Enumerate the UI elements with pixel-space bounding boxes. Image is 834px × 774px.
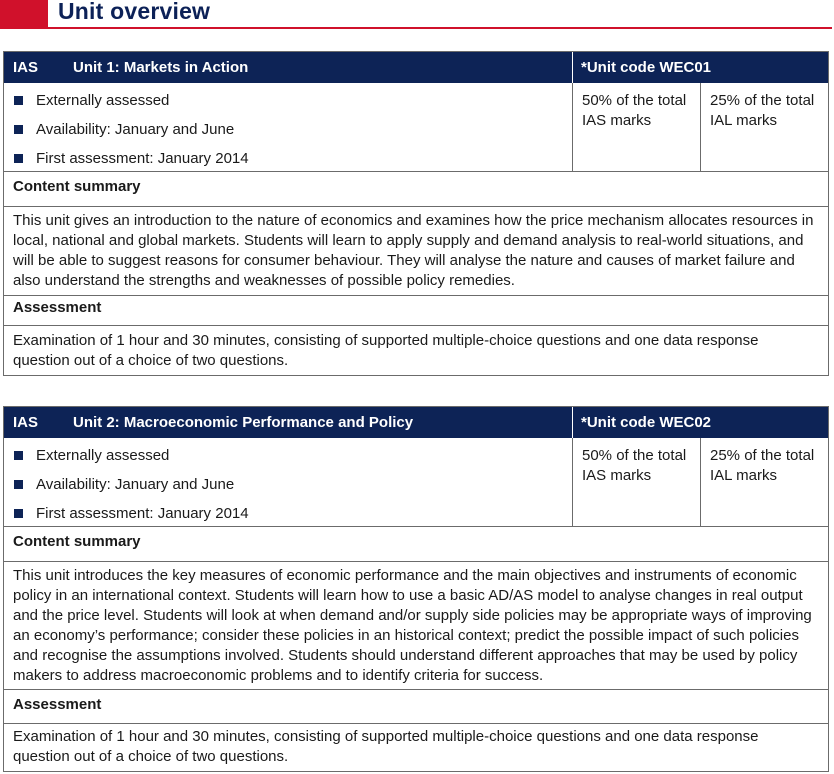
unit-header (4, 52, 828, 83)
square-bullet-icon (14, 480, 23, 489)
unit-info-row (4, 83, 828, 172)
unit-1-table (3, 51, 829, 376)
header-divider (572, 52, 573, 83)
unit-level: IAS (13, 414, 39, 431)
column-divider (572, 83, 573, 171)
content-summary-text: This unit introduces the key measures of economic performance and the main objectives and instruments of economic policy in an international context. Students will learn how to use a basic AD/AS model to analyse changes in real output and the price level. Students will look at when demand and/or supply side policies may be appropriate ways of improving an economy’s performance; consider these policies in an historical context; predict the possible impact of such policies and recognise the assumptions involved. Students should understand different approaches that may be used by policy makers to address macroeconomic problems and to identify criteria for success. (4, 566, 828, 690)
title-accent-block (0, 0, 48, 27)
column-divider (700, 438, 701, 526)
assessment-text: Examination of 1 hour and 30 minutes, consisting of supported multiple-choice questions and one data response question out of a choice of two questions. (13, 728, 759, 765)
unit-code: *Unit code WEC01 (581, 59, 712, 76)
ias-marks-percentage: 50% of the total IAS marks (582, 447, 687, 484)
assessment-text: Examination of 1 hour and 30 minutes, consisting of supported multiple-choice questions and one data response question out of a choice of two questions. (13, 332, 759, 369)
column-divider (700, 83, 701, 171)
assessment-heading: Assessment (4, 694, 828, 724)
content-summary-heading: Content summary (4, 531, 828, 562)
list-item: Externally assessed (13, 447, 249, 476)
content-summary-text: This unit gives an introduction to the nature of economics and examines how the price mechanism allocates resources in local, national and global markets. Students will learn to apply supply and demand analysis to real-world situations, and will be able to suggest reasons for consumer behaviour. They will analyse the nature and causes of market failure and also understand the strengths and weaknesses of possible policy remedies. (4, 211, 828, 296)
page-title: Unit overview (58, 0, 211, 24)
square-bullet-icon (14, 509, 23, 518)
ial-marks-percentage: 25% of the total IAL marks (710, 92, 815, 129)
square-bullet-icon (14, 154, 23, 163)
assessment-heading: Assessment (4, 297, 828, 326)
list-item: Availability: January and June (13, 476, 249, 505)
unit-2-table (3, 406, 829, 772)
bullet-list (13, 447, 249, 534)
list-item: Availability: January and June (13, 121, 249, 150)
list-item: Externally assessed (13, 92, 249, 121)
header-divider (572, 407, 573, 438)
square-bullet-icon (14, 96, 23, 105)
title-underline (0, 27, 832, 29)
unit-name: Unit 2: Macroeconomic Performance and Policy (73, 414, 414, 431)
bullet-list (13, 92, 249, 179)
column-divider (572, 438, 573, 526)
unit-name: Unit 1: Markets in Action (73, 59, 249, 76)
unit-header (4, 407, 828, 438)
square-bullet-icon (14, 451, 23, 460)
list-item: First assessment: January 2014 (13, 150, 249, 179)
list-item: First assessment: January 2014 (13, 505, 249, 534)
unit-info-row (4, 438, 828, 527)
unit-code: *Unit code WEC02 (581, 414, 712, 431)
ias-marks-percentage: 50% of the total IAS marks (582, 92, 687, 129)
page-header (0, 0, 834, 32)
ial-marks-percentage: 25% of the total IAL marks (710, 447, 815, 484)
unit-level: IAS (13, 59, 39, 76)
square-bullet-icon (14, 125, 23, 134)
content-summary-heading: Content summary (4, 176, 828, 207)
